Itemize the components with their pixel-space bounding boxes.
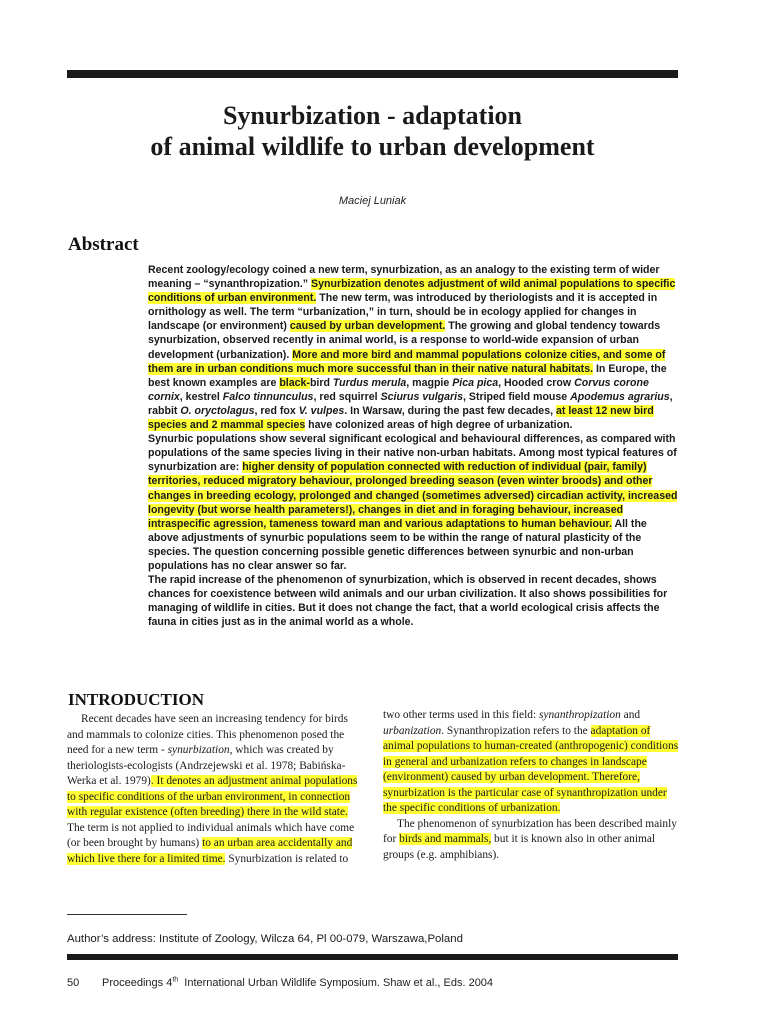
text-run: synurbization bbox=[167, 744, 230, 756]
text-run: V. vulpes bbox=[298, 404, 345, 417]
top-rule bbox=[67, 70, 678, 78]
text-run: bird bbox=[309, 376, 333, 389]
title-line-2: of animal wildlife to urban development bbox=[150, 132, 595, 161]
abstract-paragraph bbox=[148, 432, 679, 573]
intro-column-right bbox=[383, 708, 680, 863]
abstract-paragraph bbox=[148, 263, 679, 432]
page-number: 50 bbox=[67, 977, 80, 989]
author-name: Maciej Luniak bbox=[338, 195, 407, 207]
author-address-footnote: Author’s address: Institute of Zoology, Wilcza 64, Pl 00-079, Warszawa,Poland bbox=[67, 933, 463, 945]
highlighted-text: birds and mammals, bbox=[399, 833, 492, 845]
highlighted-text: at least 12 new bird species and 2 mammal species bbox=[148, 404, 654, 432]
text-run: O. oryctolagus bbox=[180, 404, 255, 417]
text-run: Sciurus vulgaris bbox=[380, 390, 463, 403]
highlighted-text: to an urban area accidentally and which live there for a limited time. bbox=[67, 837, 353, 865]
text-run: , red fox bbox=[254, 404, 299, 417]
text-run: have colonized areas of high degree of urbanization. bbox=[305, 419, 573, 432]
intro-paragraph bbox=[383, 817, 680, 864]
paper-title bbox=[67, 100, 678, 162]
text-run: two other terms used in this field: bbox=[383, 709, 539, 721]
highlighted-text: caused by urban development. bbox=[289, 320, 446, 333]
highlighted-text: . It denotes an adjustment animal populations to specific conditions of the urban environment, in connection with regular existence (often breeding) there in the wild state. bbox=[67, 775, 358, 818]
text-run: Recent zoology/ecology coined a new term, synurbization, as an analogy to the existing term of wider meaning – “synanthropization.” bbox=[148, 264, 660, 291]
text-run: The growing and global tendency towards synurbization, observed recently in animal world, is a response to world-wide expansion of urban development (urbanization). bbox=[148, 320, 661, 361]
text-run: The phenomenon of synurbization has been described mainly for bbox=[383, 817, 677, 845]
text-run: , kestrel bbox=[179, 390, 223, 403]
text-run: Falco tinnunculus bbox=[222, 390, 314, 403]
text-run: synanthropization bbox=[538, 709, 621, 721]
text-run: , rabbit bbox=[148, 390, 673, 417]
intro-column-left bbox=[67, 712, 364, 867]
title-line-1: Synurbization - adaptation bbox=[222, 101, 523, 130]
text-run: . Synanthropization refers to the bbox=[441, 724, 591, 737]
text-run: Recent decades have seen an increasing tendency for birds and mammals to colonize cities. This phenomenon posed the need for a new term - bbox=[67, 713, 348, 756]
abstract-heading: Abstract bbox=[68, 234, 139, 255]
text-run: urbanization bbox=[383, 724, 442, 737]
text-run: Synurbic populations show several significant ecological and behavioural differences, as compared with populations of the same species living in their native non-urban habitats. Among most typical features of synurbization are: bbox=[148, 433, 677, 474]
text-run: . In Warsaw, during the past few decades, bbox=[344, 404, 556, 417]
text-run: Apodemus agrarius bbox=[570, 390, 670, 403]
text-run: , which was created by theriologists-ecologists (Andrzejewski et al. 1978; Babińska-Werka et al. 1979) bbox=[67, 744, 346, 787]
footnote-rule bbox=[67, 914, 187, 915]
highlighted-text: higher density of population connected with reduction of individual (pair, family) territories, reduced migratory behaviour, prolonged breeding season (even winter broods) and other changes in breeding ecology, prolonged and changed (sometimes adversed) circadian activity, increased longevity (but worse health parameters!), changes in diet and in foraging behaviour, increased intraspecific agression, tameness toward man and various adaptations to human behaviour. bbox=[148, 461, 678, 530]
text-run: , Striped field mouse bbox=[463, 390, 571, 403]
text-run: The new term, was introduced by theriologists and it is accepted in ornithology as well. The term “urbanization,” in turn, should be in ecology applied for changes in landscape (or environment) bbox=[148, 292, 658, 333]
text-run: Corvus corone cornix bbox=[148, 376, 649, 403]
text-run: , Hooded crow bbox=[498, 376, 575, 389]
highlighted-text: adaptation of animal populations to human-created (anthropogenic) conditions in general and urbanization refers to changes in landscape (environment) caused by urban development. Therefore, synurbization is the particular case of synanthropization under the specific conditions of urbanization. bbox=[383, 724, 679, 814]
text-run: Pica pica bbox=[452, 376, 499, 389]
highlighted-text: Synurbization denotes adjustment of wild animal populations to specific conditions of urban environment. bbox=[148, 278, 676, 305]
text-run: but it is known also in other animal groups (e.g. amphibians). bbox=[383, 833, 656, 861]
intro-paragraph bbox=[383, 708, 680, 817]
text-run: Synurbization is related to bbox=[225, 852, 349, 865]
abstract-body bbox=[148, 263, 679, 629]
bottom-rule bbox=[67, 954, 678, 960]
proceedings-citation: Proceedings 4th International Urban Wildlife Symposium. Shaw et al., Eds. 2004 bbox=[102, 976, 494, 989]
highlighted-text: More and more bird and mammal populations colonize cities, and some of them are in urban conditions much more successful than in their native natural habitats. bbox=[148, 348, 666, 375]
highlighted-text: black- bbox=[279, 376, 310, 389]
abstract-paragraph bbox=[148, 573, 679, 629]
introduction-heading: INTRODUCTION bbox=[68, 690, 205, 709]
text-run: All the above adjustments of synurbic populations seem to be within the range of natural plasticity of the species. The question concerning possible genetic differences between synurbic and non-urban populations has no clear answer so far. bbox=[148, 517, 647, 572]
page-footer bbox=[67, 977, 493, 989]
text-run: In Europe, the best known examples are bbox=[148, 362, 667, 389]
text-run: , magpie bbox=[406, 376, 453, 389]
intro-paragraph bbox=[67, 712, 364, 867]
text-run: and bbox=[620, 709, 641, 721]
text-run: The rapid increase of the phenomenon of synurbization, which is observed in recent decades, shows chances for coexistence between wild animals and our urban civilization. It also shows possibilities for managing of wildlife in cities. But it does not change the fact, that a world ecological crisis affects the fauna in cities just as in the animal world as a whole. bbox=[148, 574, 668, 629]
text-run: The term is not applied to individual animals which have come (or been brought by humans) bbox=[67, 821, 355, 849]
text-run: Turdus merula bbox=[332, 376, 407, 389]
text-run: , red squirrel bbox=[313, 390, 381, 403]
